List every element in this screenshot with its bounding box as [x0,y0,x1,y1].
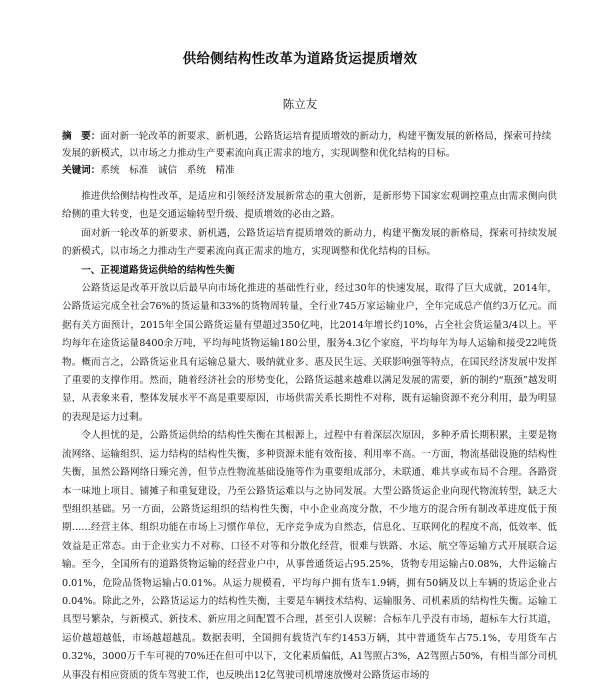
abstract-label: 摘 要： [62,131,101,142]
article-title: 供给侧结构性改革为道路货运提质增效 [182,51,418,67]
abstract-paragraph [62,128,557,162]
article-body [62,188,557,685]
abstract-text: 面对新一轮改革的新要求、新机遇，公路货运培育提质增效的新动力，构建平衡发展的新格局，探索可持续发展的新模式，以市场之力推动生产要素流向真正需求的地方，实现调整和优化结构的目标。 [62,131,552,159]
section-paragraph-2: 令人担忧的是，公路货运供给的结构性失衡在其根源上，过程中有着深层次原因，多种矛盾长期积累，主要是物流网络、运输组织、运力结构的结构性失衡，多种资源未能有效衔接、利用率不高。一方面，物流基础设施的结构性失衡，虽然公路网络日臻完善，但节点性物流基础设施等作为重要组成部分，未联通、难共享或布局不合理。各路资本一味地上项目、铺摊子和重复建设，乃至公路货运难以与之协同发展。大型公路货运企业向现代物流转型，缺乏大型组织基础。另一方面，公路货运组织的结构性失衡，中小企业高度分散，不少地方的混合所有制改革进度低于预期……经营主体、组织功能在市场上习惯作单位，无序竞争成为自然态，信息化、互联网化的程度不高，低效率、低效益是正常态。由于企业实力不对称、口径不对等和分散化经营，很难与铁路、水运、航空等运输方式开展联合运输。至今，全国所有的道路货物运输的经营业户中，从事普通货运占95.25%，货物专用运输占0.08%，大件运输占0.01%，危险品货物运输占0.01%。从运力规模看，平均每户拥有货车1.9辆，拥有50辆及以上车辆的货运企业占0.04%。除此之外，公路货运运力的结构性失衡，主要是车辆技术结构、运输服务、司机素质的结构性失衡。运输工具型号繁杂，与新模式、新技术、新应用之间配置不合理，甚至引人误解：合标车几乎没有市场，超标车大行其道，运价越超越低，市场越超越乱。数据表明，全国拥有载货汽车约1453万辆，其中普通货车占75.1%，专用货车占0.32%，3000万千车可视的70%还在但可中以下，文化素质偏低，A1驾照占3%，A2驾照占50%，有相当部分司机从事没有相应资质的货车驾驶工作，也反映出12亿驾驶司机增速放慢对公路货运市场的 [62,430,557,681]
section-paragraph-1: 公路货运是改革开放以后最早向市场化推进的基础性行业，经过30年的快速发展，取得了巨大成就，2014年，公路货运完成全社会76%的货运量和33%的货物周转量，全行业745万家运输业户，全年完成总产值约3万亿元。而据有关方面预计，2015年全国公路货运量有望超过350亿吨，比2014年增长约10%，占全社会货运量3/4以上。平均每年在途货运量8400余万吨，平均每吨货物运输180公里，服务4.3亿个家庭，平均每年为每人运输和接受22吨货物。概而言之，公路货运业具有运输总量大、吸纳就业多、惠及民生远、关联影响强等特点，在国民经济发展中发挥了重要的支撑作用。然而，随着经济社会的形势变化，公路货运越来越难以满足发展的需要，新的制约“瓶颈”越发明显，从表象来看，整体发展水平不高是重要原因，市场供需关系长期性不对称，既有运输资源不充分利用，最为明显的表现是运力过剩。 [62,283,557,423]
keywords-line [62,162,557,179]
intro-paragraph-1: 推进供给侧结构性改革，是适应和引领经济发展新常态的重大创新，是新形势下国家宏观调控重点由需求侧向供给侧的重大转变，也是交通运输转型升级、提质增效的必由之路。 [62,191,557,221]
abstract-block [62,128,557,179]
section-heading: 一、正视道路货运供给的结构性失衡 [81,264,235,276]
keywords-text: 系统 标准 诚信 系统 精准 [100,165,235,176]
author-name: 陈立友 [282,97,318,111]
intro-paragraph-2: 面对新一轮改革的新要求、新机遇，公路货运培育提质增效的新动力，构建平衡发展的新格局，探索可持续发展的新模式，以市场之力推动生产要素流向真正需求的地方，实现调整和优化结构的目标。 [62,227,557,258]
keywords-label: 关键词： [62,165,101,176]
